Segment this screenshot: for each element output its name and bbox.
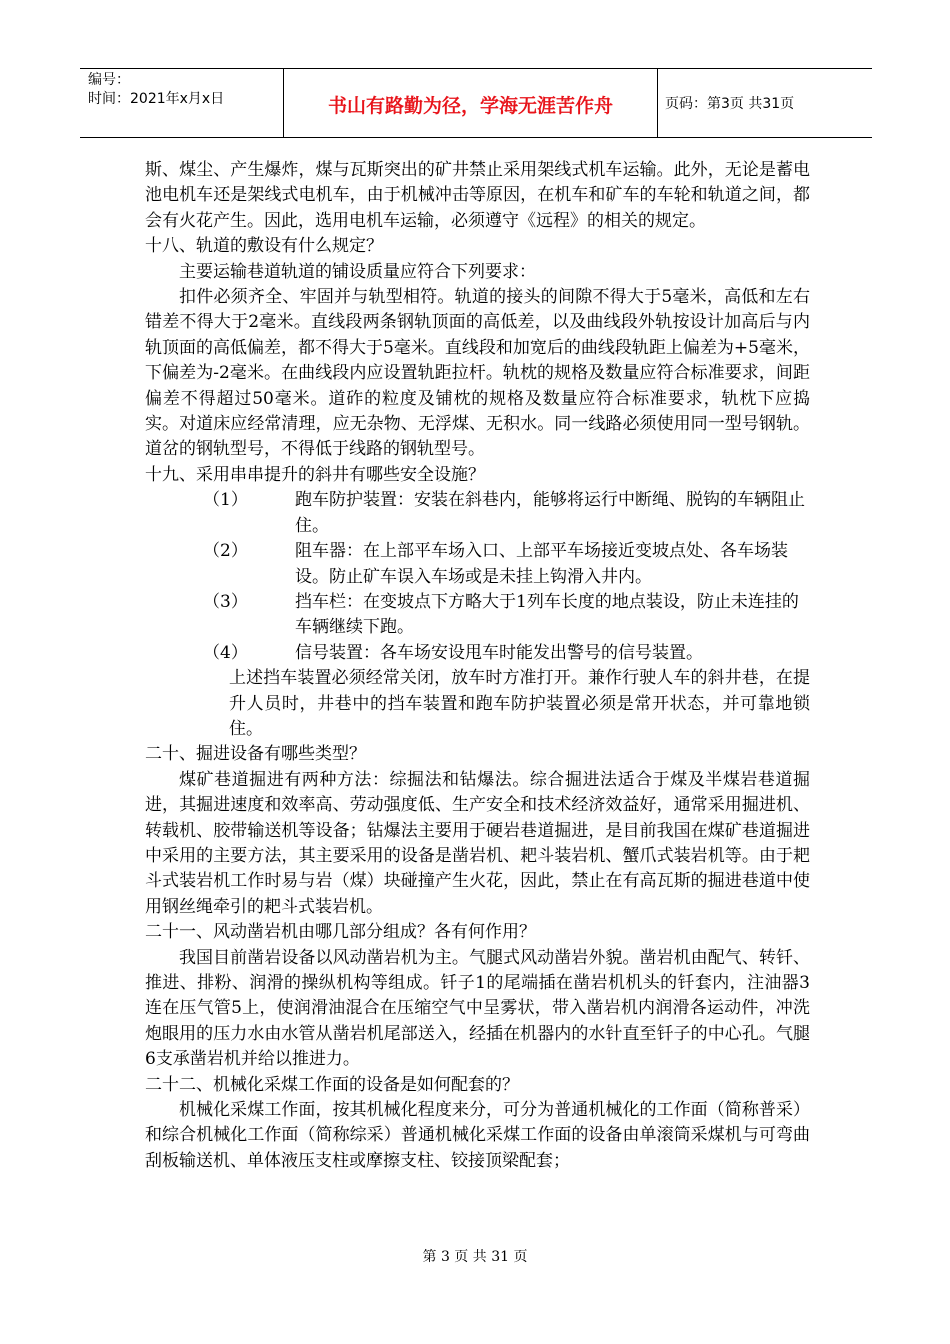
document-time-label: 时间：2021年x月x日 [88, 91, 225, 107]
section-heading: 二十、掘进设备有哪些类型？ [145, 744, 366, 765]
list-item [145, 590, 810, 641]
list-text: 信号装置：各车场安设甩车时能发出警号的信号装置。 [295, 642, 703, 663]
body-paragraph: 我国目前凿岩设备以风动凿岩机为主。气腿式风动凿岩外貌。凿岩机由配气、转钎、推进、排粉、润滑的操纵机构等组成。钎子1的尾端插在凿岩机机头的钎套内，注油器3连在压气管5上，使润滑油混合在压缩空气中呈雾状，带入凿岩机内润滑各运动件，冲洗炮眼用的压力水由水管从凿岩机尾部送入，经插在机器内的水针直至钎子的中心孔。气腿6支承凿岩机并给以推进力。 [145, 947, 810, 1070]
body-paragraph: 扣件必须齐全、牢固并与轨型相符。轨道的接头的间隙不得大于5毫米，高低和左右错差不得大于2毫米。直线段两条钢轨顶面的高低差，以及曲线段外轨按设计加高后与内轨顶面的高低偏差，都不得大于5毫米。直线段和加宽后的曲线段轨距上偏差为+5毫米，下偏差为-2毫米。在曲线段内应设置轨距拉杆。轨枕的规格及数量应符合标准要求，间距偏差不得超过50毫米。道砟的粒度及铺枕的规格及数量应符合标准要求，轨枕下应捣实。对道床应经常清理，应无杂物、无浮煤、无积水。同一线路必须使用同一型号钢轨。道岔的钢轨型号，不得低于线路的钢轨型号。 [145, 287, 810, 460]
list-note: 上述挡车装置必须经常关闭，放车时方准打开。兼作行驶人车的斜井巷，在提升人员时，井巷中的挡车装置和跑车防护装置必须是常开状态，并可靠地锁住。 [229, 668, 810, 739]
document-number-label: 编号： [88, 72, 130, 88]
header-page-count: 页码：第3页 共31页 [665, 96, 795, 112]
list-item [145, 641, 810, 666]
section-heading: 十八、轨道的敷设有什么规定？ [145, 236, 383, 257]
header-divider [657, 69, 658, 137]
list-text: 跑车防护装置：安装在斜巷内，能够将运行中断绳、脱钩的车辆阻止住。 [295, 490, 805, 536]
list-number: （3） [203, 591, 248, 612]
list-number: （2） [203, 541, 248, 562]
list-text: 挡车栏：在变坡点下方略大于1列车长度的地点装设，防止未连挂的车辆继续下跑。 [295, 591, 799, 638]
body-paragraph: 斯、煤尘、产生爆炸，煤与瓦斯突出的矿井禁止采用架线式机车运输。此外，无论是蓄电池电机车还是架线式电机车，由于机械冲击等原因，在机车和矿车的车轮和轨道之间，都会有火花产生。因此，选用电机车运输，必须遵守《远程》的相关的规定。 [145, 160, 810, 231]
body-paragraph: 机械化采煤工作面，按其机械化程度来分，可分为普通机械化的工作面（简称普采）和综合机械化工作面（简称综采）普通机械化采煤工作面的设备由单滚筒采煤机与可弯曲刮板输送机、单体液压支柱或摩擦支柱、铰接顶梁配套； [145, 1100, 810, 1171]
list-number: （1） [203, 490, 248, 511]
page-footer: 第 3 页 共 31 页 [422, 1249, 528, 1265]
header-meta [88, 71, 288, 109]
body-paragraph: 煤矿巷道掘进有两种方法：综掘法和钻爆法。综合掘进法适合于煤及半煤岩巷道掘进，其掘进速度和效率高、劳动强度低、生产安全和技术经济效益好，通常采用掘进机、转载机、胶带输送机等设备；钻爆法主要用于硬岩巷道掘进，是目前我国在煤矿巷道掘进中采用的主要方法，其主要采用的设备是凿岩机、耙斗装岩机、蟹爪式装岩机等。由于耙斗式装岩机工作时易与岩（煤）块碰撞产生火花，因此，禁止在有高瓦斯的掘进巷道中使用钢丝绳牵引的耙斗式装岩机。 [145, 769, 810, 917]
header-motto: 书山有路勤为径，学海无涯苦作舟 [327, 95, 613, 117]
list-number: （4） [203, 642, 248, 663]
list-text: 阻车器：在上部平车场入口、上部平车场接近变坡点处、各车场装设。防止矿车误入车场或是未挂上钩滑入井内。 [295, 541, 788, 587]
section-heading: 十九、采用串串提升的斜井有哪些安全设施？ [145, 464, 485, 485]
section-heading: 二十二、机械化采煤工作面的设备是如何配套的？ [145, 1074, 519, 1095]
page-header [80, 68, 872, 138]
list-item [145, 488, 810, 539]
list-item [145, 539, 810, 590]
section-heading: 二十一、风动凿岩机由哪几部分组成？各有何作用？ [145, 922, 536, 943]
document-body [145, 158, 810, 1174]
body-paragraph: 主要运输巷道轨道的铺设质量应符合下列要求： [179, 261, 536, 282]
